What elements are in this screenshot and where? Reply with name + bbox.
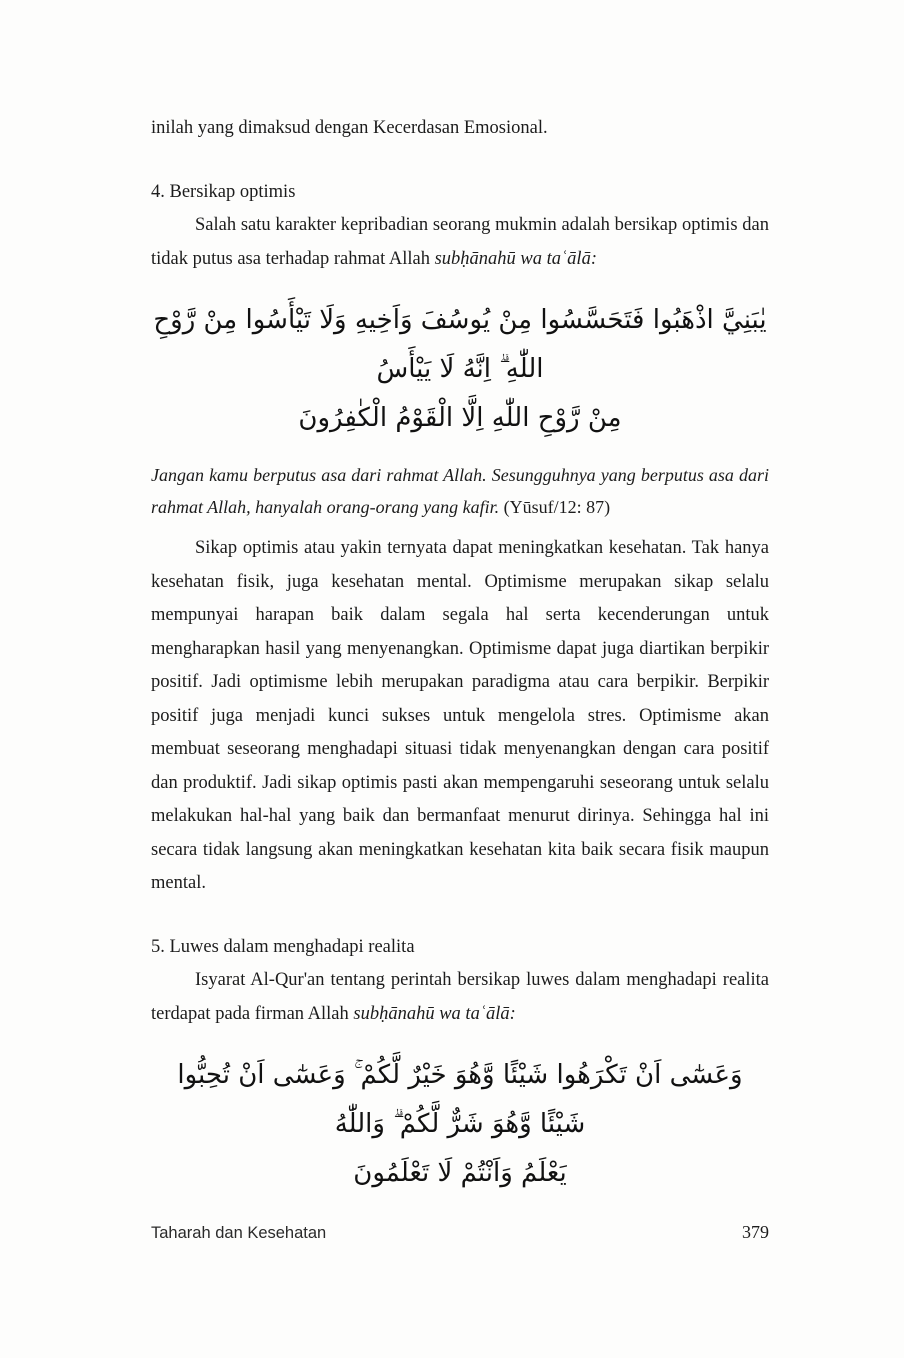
verse-reference: (Yūsuf/12: 87) [503, 497, 611, 517]
verse-line-2: مِنْ رَّوْحِ اللّٰهِ اِلَّا الْقَوْمُ الْكٰفِرُونَ [298, 403, 622, 433]
section-5-intro-text: Isyarat Al-Qur'an tentang perintah bersikap luwes dalam menghadapi realita terdapat pada firman Allah [151, 970, 769, 1024]
quran-verse-yusuf [151, 296, 769, 443]
page-footer [151, 1222, 769, 1243]
verse-line-2: يَعْلَمُ وَاَنْتُمْ لَا تَعْلَمُونَ [353, 1158, 567, 1188]
section-5-intro [151, 964, 769, 1031]
section-4-intro [151, 209, 769, 276]
page-number: 379 [742, 1222, 769, 1242]
section-4-heading: 4. Bersikap optimis [151, 181, 296, 202]
section-5-intro-italic: subḥānahū wa taʿālā: [353, 1003, 516, 1024]
section-4-intro-text: Salah satu karakter kepribadian seorang mukmin adalah bersikap optimis dan tidak putus asa terhadap rahmat Allah [151, 215, 769, 269]
verse-translation [151, 459, 769, 523]
verse-line-1: وَعَسٰٓى اَنْ تَكْرَهُوا شَيْئًا وَّهُوَ خَيْرٌ لَّكُمْ ۚ وَعَسٰٓى اَنْ تُحِبُّوا شَيْئًا وَّهُوَ شَرٌّ لَّكُمْ ۗ وَاللّٰهُ [177, 1060, 743, 1139]
lead-paragraph: inilah yang dimaksud dengan Kecerdasan Emosional. [151, 118, 548, 138]
section-4-intro-italic: subḥānahū wa taʿālā: [434, 248, 597, 269]
section-4-body: Sikap optimis atau yakin ternyata dapat meningkatkan kesehatan. Tak hanya kesehatan fisik, juga kesehatan mental. Optimisme merupakan sikap selalu mempunyai harapan baik dalam segala hal serta kecenderungan untuk mengharapkan hasil yang menyenangkan. Optimisme dapat juga diartikan berpikir positif. Jadi optimisme lebih merupakan paradigma atau cara berpikir. Berpikir positif juga menjadi kunci sukses untuk mengelola stres. Optimisme akan membuat seseorang menghadapi situasi tidak menyenangkan dengan cara positif dan produktif. Jadi sikap optimis pasti akan mempengaruhi seseorang untuk selalu melakukan hal-hal yang baik dan bermanfaat menurut dirinya. Sehingga hal ini secara tidak langsung akan meningkatkan kesehatan kita baik secara fisik maupun mental. [151, 538, 769, 893]
verse-translation-text: Jangan kamu berputus asa dari rahmat Allah. Sesungguhnya yang berputus asa dari rahmat Allah, hanyalah orang-orang yang kafir. [151, 465, 769, 517]
verse-line-1: يٰبَنِيَّ اذْهَبُوا فَتَحَسَّسُوا مِنْ يُوسُفَ وَاَخِيهِ وَلَا تَيْأَسُوا مِنْ رَّوْحِ اللّٰهِ ۗ اِنَّهُ لَا يَيْأَسُ [153, 305, 767, 384]
page-content [151, 112, 769, 1214]
section-5-heading: 5. Luwes dalam menghadapi realita [151, 936, 415, 957]
running-title: Taharah dan Kesehatan [151, 1224, 327, 1242]
quran-verse-baqarah [151, 1051, 769, 1198]
